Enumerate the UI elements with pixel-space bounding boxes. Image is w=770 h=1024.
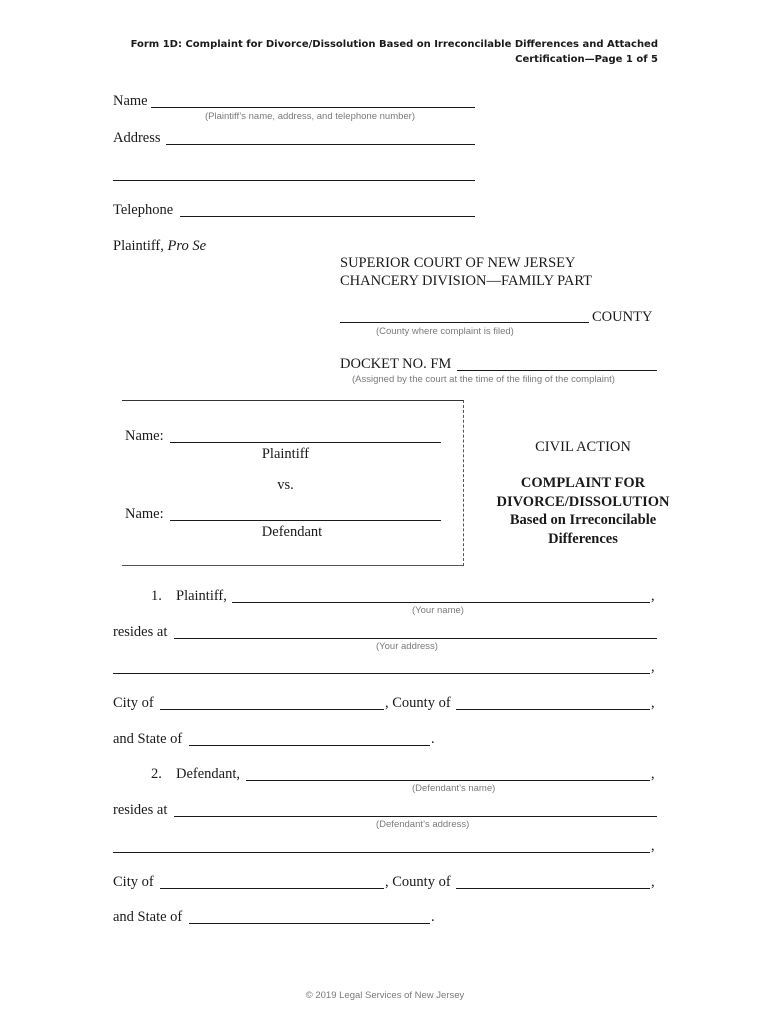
copyright-footer: © 2019 Legal Services of New Jersey [305,990,465,1001]
plaintiff-name-field[interactable] [151,107,475,108]
para2-state-label: and State of [113,909,183,925]
para2-period: . [431,909,435,925]
para1-comma: , [651,588,655,604]
para2-comma: , [651,766,655,782]
caption-plaintiff-name-field[interactable] [170,442,441,443]
docket-hint: (Assigned by the court at the time of the filing of the complaint) [352,374,615,385]
caption-name-label-2: Name: [125,506,164,522]
plaintiff-pro-se-line [113,238,206,255]
para1-address-comma: , [651,659,655,675]
para1-city-field[interactable] [160,709,384,710]
para2-county-label: , County of [385,874,451,890]
county-hint: (County where complaint is filed) [376,326,514,337]
para1-number: 1. [151,588,162,604]
complaint-title [483,474,683,548]
telephone-label: Telephone [113,202,174,218]
address-label: Address [113,130,161,146]
para1-county-label: , County of [385,695,451,711]
caption-defendant-name-field[interactable] [170,520,441,521]
para2-address-hint: (Defendant’s address) [376,819,470,830]
para2-city-label: City of [113,874,154,890]
caption-plaintiff-label: Plaintiff [261,446,310,462]
para1-period: . [431,731,435,747]
court-name: SUPERIOR COURT OF NEW JERSEY [340,255,576,271]
complaint-title-line-4: Differences [548,530,618,547]
para2-resides-label: resides at [113,802,168,818]
caption-vs: vs. [277,477,294,493]
form-header [131,37,658,67]
form-header-line1: Form 1D: Complaint for Divorce/Dissolution Based on Irreconcilable Differences and Attached [130,39,658,50]
para1-county-comma: , [651,695,655,711]
plaintiff-name-hint: (Plaintiff’s name, address, and telephone number) [205,111,416,122]
para2-state-field[interactable] [189,923,430,924]
docket-number-field[interactable] [457,370,657,371]
para1-plaintiff-label: Plaintiff, [176,588,227,604]
pro-se-label: Pro Se [167,238,207,254]
para2-defendant-label: Defendant, [176,766,241,782]
name-label: Name [113,93,148,109]
complaint-title-line-3: Based on Irreconcilable [509,512,657,528]
county-label: COUNTY [592,309,653,325]
caption-defendant-label: Defendant [261,524,323,540]
para1-name-hint: (Your name) [412,605,464,616]
para1-state-field[interactable] [189,745,430,746]
plaintiff-telephone-field[interactable] [180,216,475,217]
plaintiff-label: Plaintiff, [113,238,164,254]
para2-address-field-1[interactable] [174,816,657,817]
para2-number: 2. [151,766,162,782]
para2-name-hint: (Defendant’s name) [412,783,496,794]
form-header-line2: Certification—Page 1 of 5 [515,54,658,65]
para1-resides-label: resides at [113,624,168,640]
para2-county-comma: , [651,874,655,890]
para2-address-comma: , [651,838,655,854]
para1-address-field-1[interactable] [174,638,657,639]
plaintiff-address-field-2[interactable] [113,180,475,181]
county-field[interactable] [340,322,589,323]
para1-state-label: and State of [113,731,183,747]
court-division: CHANCERY DIVISION—FAMILY PART [340,273,592,289]
para1-address-field-2[interactable] [113,673,650,674]
para2-defendant-name-field[interactable] [246,780,650,781]
complaint-title-line-1: COMPLAINT FOR [520,475,646,491]
para1-county-field[interactable] [456,709,650,710]
para2-address-field-2[interactable] [113,852,650,853]
caption-name-label-1: Name: [125,428,164,444]
para2-city-field[interactable] [160,888,384,889]
complaint-title-line-2: DIVORCE/DISSOLUTION [496,493,670,510]
para1-city-label: City of [113,695,154,711]
civil-action-label: CIVIL ACTION [535,439,631,455]
docket-label: DOCKET NO. FM [340,356,452,372]
para1-address-hint: (Your address) [376,641,438,652]
para1-plaintiff-name-field[interactable] [232,602,650,603]
plaintiff-address-field-1[interactable] [166,144,475,145]
para2-county-field[interactable] [456,888,650,889]
